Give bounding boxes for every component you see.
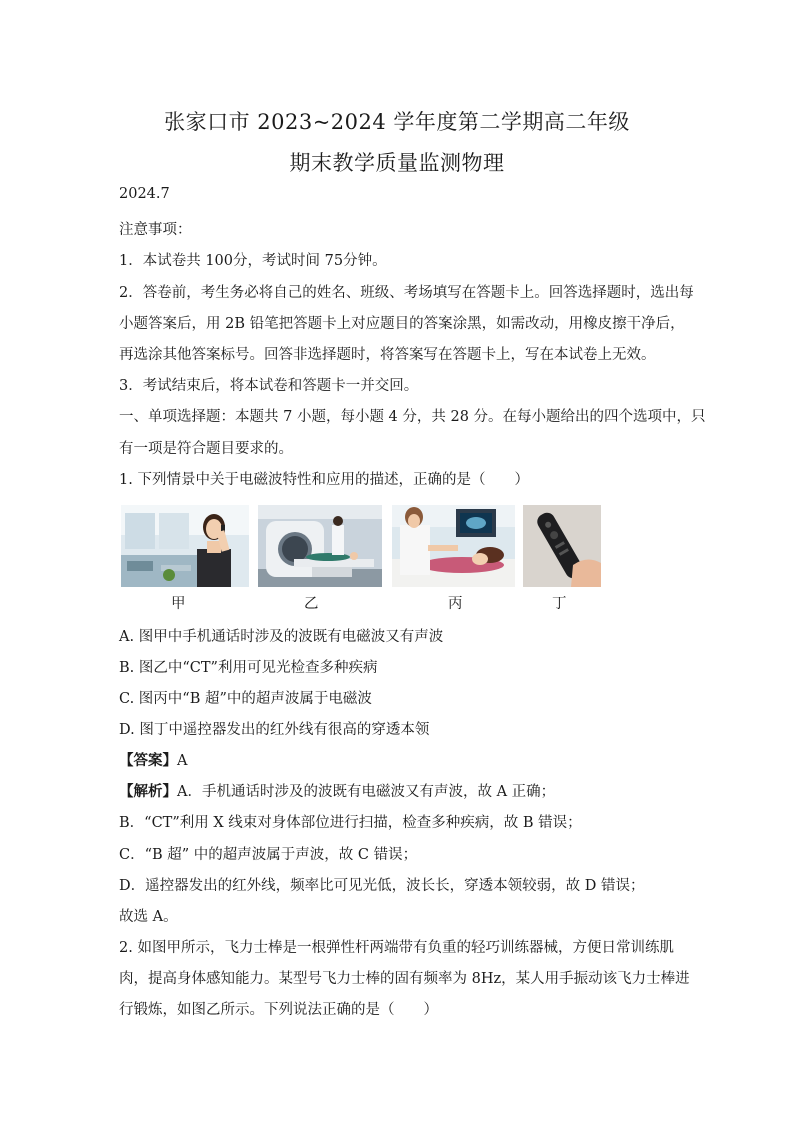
notice-item-1: 1．本试卷共 100分，考试时间 75分钟。 [119,253,387,269]
question-2-line-1: 2. 如图甲所示，飞力士棒是一根弹性杆两端带有负重的轻巧训练器械，方便日常训练肌 [119,940,674,956]
figure-caption-yi: 乙 [304,596,319,612]
question-1-option-b: B. 图乙中“CT”利用可见光检查多种疾病 [119,660,378,676]
question-2-line-3: 行锻炼，如图乙所示。下列说法正确的是（ ） [119,1002,438,1018]
analysis-label: 【解析】 [119,783,177,800]
analysis-line-a [119,780,555,801]
figure-ct-scan [258,505,382,587]
exam-date: 2024.7 [119,186,170,202]
analysis-a: A．手机通话时涉及的波既有电磁波又有声波，故 A 正确； [177,784,556,800]
notice-item-3: 3．考试结束后，将本试卷和答题卡一并交回。 [119,378,419,394]
exam-title: 张家口市 2023~2024 学年度第二学期高二年级 [164,110,630,134]
answer-label: 【答案】 [119,752,177,769]
analysis-c: C．“B 超” 中的超声波属于声波，故 C 错误； [119,847,418,863]
remote-control-image [523,505,601,587]
figure-phone-call [121,505,249,587]
ultrasound-image [392,505,515,587]
answer-value: A [177,753,188,769]
figure-ultrasound [392,505,515,587]
question-1-stem: 1. 下列情景中关于电磁波特性和应用的描述，正确的是（ ） [119,472,529,488]
notice-item-2-line-2: 小题答案后，用 2B 铅笔把答题卡上对应题目的答案涂黑，如需改动，用橡皮擦干净后， [119,316,685,332]
section-intro-line-1: 一、单项选择题：本题共 7 小题，每小题 4 分，共 28 分。在每小题给出的四个选项中，只 [119,409,706,425]
notice-item-2-line-3: 再选涂其他答案标号。回答非选择题时，将答案写在答题卡上，写在本试卷上无效。 [119,347,656,363]
notice-item-2-line-1: 2．答卷前，考生务必将自己的姓名、班级、考场填写在答题卡上。回答选择题时，选出每 [119,285,694,301]
analysis-d: D．遥控器发出的红外线，频率比可见光低，波长长，穿透本领较弱，故 D 错误； [119,878,645,894]
question-1-option-c: C. 图丙中“B 超”中的超声波属于电磁波 [119,691,372,707]
analysis-conclusion: 故选 A。 [119,909,178,925]
exam-subtitle: 期末教学质量监测物理 [289,151,505,175]
figure-caption-ding: 丁 [552,596,567,612]
section-intro-line-2: 有一项是符合题目要求的。 [119,441,293,457]
ct-scan-image [258,505,382,587]
question-2-line-2: 肉，提高身体感知能力。某型号飞力士棒的固有频率为 8Hz，某人用手振动该飞力士棒进 [119,971,690,987]
question-1-option-a: A. 图甲中手机通话时涉及的波既有电磁波又有声波 [119,629,444,645]
question-1-option-d: D. 图丁中遥控器发出的红外线有很高的穿透本领 [119,722,430,738]
notice-heading: 注意事项： [119,222,192,238]
analysis-b: B．“CT”利用 X 线束对身体部位进行扫描，检查多种疾病，故 B 错误； [119,815,582,831]
phone-call-image [121,505,249,587]
figure-remote-control [523,505,601,587]
figure-caption-bing: 丙 [448,596,463,612]
answer-line [119,749,187,770]
figure-caption-jia: 甲 [171,596,186,612]
